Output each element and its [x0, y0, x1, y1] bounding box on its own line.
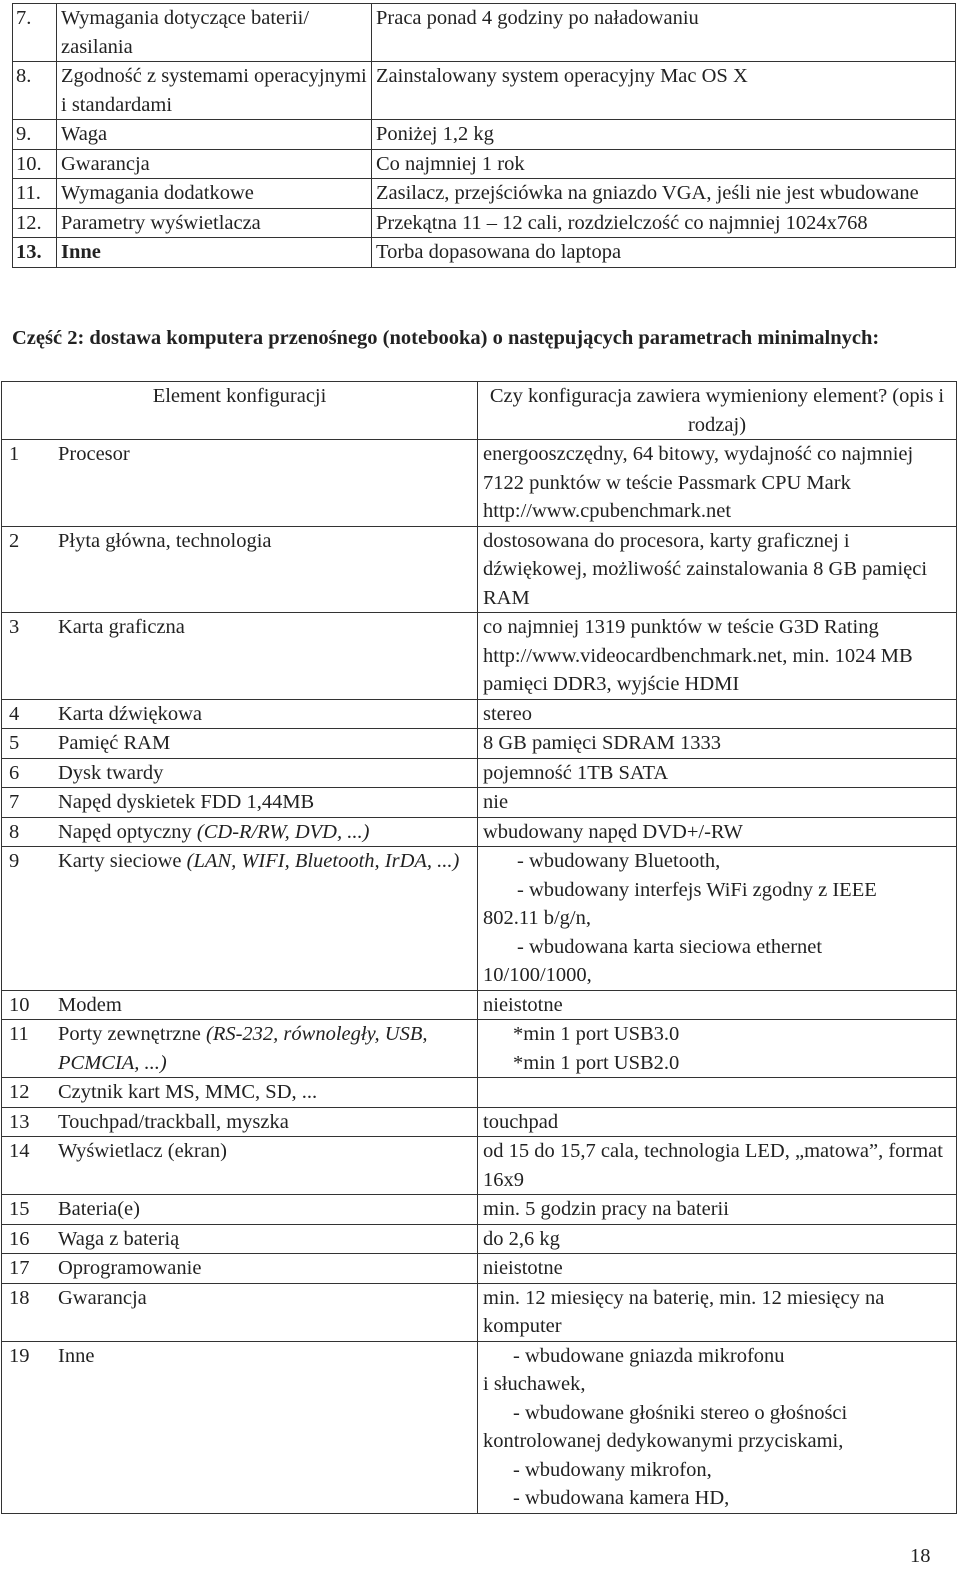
value-line: - wbudowana kamera HD, [513, 1487, 730, 1509]
row-value: dostosowana do procesora, karty graficznej i dźwiękowej, możliwość zainstalowania 8 GB pamięci RAM [478, 526, 957, 613]
row-value: stereo [478, 699, 957, 729]
row-number: 7 [2, 788, 54, 818]
row-number: 5 [2, 729, 54, 759]
row-value: min. 12 miesięcy na baterię, min. 12 miesięcy na komputer [478, 1283, 957, 1341]
row-value [478, 1341, 957, 1513]
row-name: Touchpad/trackball, myszka [53, 1107, 478, 1137]
row-value: Co najmniej 1 rok [372, 149, 956, 179]
value-line: - wbudowana karta sieciowa ethernet [517, 935, 823, 958]
row-value: nieistotne [478, 1254, 957, 1284]
row-name: Waga [57, 120, 372, 150]
row-value: Poniżej 1,2 kg [372, 120, 956, 150]
table-row [2, 847, 957, 991]
row-name: Gwarancja [53, 1283, 478, 1341]
row-number: 12. [13, 208, 57, 238]
row-value [478, 1078, 957, 1108]
table-row [13, 208, 956, 238]
row-value [478, 1020, 957, 1078]
row-number: 10 [2, 990, 54, 1020]
row-name: Parametry wyświetlacza [57, 208, 372, 238]
table-row [2, 1137, 957, 1195]
row-number: 19 [2, 1341, 54, 1513]
row-number: 12 [2, 1078, 54, 1108]
row-number: 13. [13, 238, 57, 268]
table-row [13, 62, 956, 120]
row-value: Przekątna 11 – 12 cali, rozdzielczość co najmniej 1024x768 [372, 208, 956, 238]
table-row [2, 526, 957, 613]
row-number: 16 [2, 1224, 54, 1254]
value-line: kontrolowanej dedykowanymi przyciskami, [483, 1430, 844, 1452]
table-row [2, 990, 957, 1020]
table-header-row [2, 382, 957, 440]
row-name-plain: Karty sieciowe [58, 850, 187, 872]
row-name: Oprogramowanie [53, 1254, 478, 1284]
table-row [2, 699, 957, 729]
row-value: co najmniej 1319 punktów w teście G3D Rating http://www.videocardbenchmark.net, min. 1024 MB pamięci DDR3, wyjście HDMI [478, 613, 957, 700]
row-number: 9. [13, 120, 57, 150]
row-value: nie [478, 788, 957, 818]
row-name: Wymagania dodatkowe [57, 179, 372, 209]
value-line: - wbudowany Bluetooth, [517, 850, 721, 872]
requirements-table-part1 [12, 3, 956, 268]
section-heading: Część 2: dostawa komputera przenośnego (notebooka) o następujących parametrach minimalnych: [12, 327, 880, 349]
row-number: 6 [2, 758, 54, 788]
row-number: 11 [2, 1020, 54, 1078]
table-row [2, 758, 957, 788]
table-row [2, 1020, 957, 1078]
row-value: 8 GB pamięci SDRAM 1333 [478, 729, 957, 759]
row-value: energooszczędny, 64 bitowy, wydajność co najmniej 7122 punktów w teście Passmark CPU Mark http://www.cpubenchmark.net [478, 440, 957, 527]
row-value: wbudowany napęd DVD+/-RW [478, 817, 957, 847]
table-row [2, 1195, 957, 1225]
row-name: Gwarancja [57, 149, 372, 179]
row-number: 2 [2, 526, 54, 613]
row-name: Karta dźwiękowa [53, 699, 478, 729]
value-line: 10/100/1000, [483, 964, 592, 986]
row-name: Zgodność z systemami operacyjnymi i standardami [57, 62, 372, 120]
table-row [2, 440, 957, 527]
row-value: Zasilacz, przejściówka na gniazdo VGA, jeśli nie jest wbudowane [372, 179, 956, 209]
row-name-plain: Napęd optyczny [58, 820, 197, 843]
row-name: Inne [57, 238, 372, 268]
row-name: Procesor [53, 440, 478, 527]
row-name: Czytnik kart MS, MMC, SD, ... [53, 1078, 478, 1108]
row-number: 8 [2, 817, 54, 847]
row-name: Dysk twardy [53, 758, 478, 788]
row-name: Płyta główna, technologia [53, 526, 478, 613]
row-name [53, 847, 478, 991]
row-number: 18 [2, 1283, 54, 1341]
row-number: 1 [2, 440, 54, 527]
header-value: Czy konfiguracja zawiera wymieniony element? (opis i rodzaj) [478, 382, 957, 440]
row-name [53, 1020, 478, 1078]
row-value: touchpad [478, 1107, 957, 1137]
row-number: 7. [13, 4, 57, 62]
table-row [13, 120, 956, 150]
requirements-table-part2 [1, 381, 957, 1514]
row-number: 13 [2, 1107, 54, 1137]
row-name [53, 817, 478, 847]
table-row [2, 1254, 957, 1284]
table-row [2, 729, 957, 759]
value-line: *min 1 port USB3.0 [513, 1023, 680, 1045]
row-name: Wyświetlacz (ekran) [53, 1137, 478, 1195]
table-row [2, 1107, 957, 1137]
table-row [2, 817, 957, 847]
value-line: - wbudowany interfejs WiFi zgodny z IEEE [517, 878, 877, 901]
table-row [2, 613, 957, 700]
row-number: 9 [2, 847, 54, 991]
table-row [13, 238, 956, 268]
table-row [2, 1341, 957, 1513]
value-line: - wbudowane głośniki stereo o głośności [513, 1401, 848, 1424]
row-name-plain: Porty zewnętrzne [58, 1023, 206, 1045]
value-line: i słuchawek, [483, 1373, 586, 1395]
table-row [13, 149, 956, 179]
row-value: Zainstalowany system operacyjny Mac OS X [372, 62, 956, 120]
row-name: Bateria(e) [53, 1195, 478, 1225]
row-number: 14 [2, 1137, 54, 1195]
row-number: 10. [13, 149, 57, 179]
row-number: 3 [2, 613, 54, 700]
row-value: do 2,6 kg [478, 1224, 957, 1254]
page-number: 18 [910, 1545, 931, 1567]
row-value: pojemność 1TB SATA [478, 758, 957, 788]
row-name: Pamięć RAM [53, 729, 478, 759]
table-row [13, 4, 956, 62]
row-number: 17 [2, 1254, 54, 1284]
row-name-italic: (CD-R/RW, DVD, ...) [196, 820, 370, 843]
row-name: Modem [53, 990, 478, 1020]
row-number: 4 [2, 699, 54, 729]
row-number: 15 [2, 1195, 54, 1225]
row-name: Inne [53, 1341, 478, 1513]
row-value: Torba dopasowana do laptopa [372, 238, 956, 268]
table-row [2, 1078, 957, 1108]
row-name-italic: (LAN, WIFI, Bluetooth, IrDA, ...) [186, 850, 460, 872]
value-line: *min 1 port USB2.0 [513, 1051, 680, 1074]
value-line: - wbudowane gniazda mikrofonu [513, 1344, 785, 1367]
row-value [478, 847, 957, 991]
row-value: nieistotne [478, 990, 957, 1020]
row-value: min. 5 godzin pracy na baterii [478, 1195, 957, 1225]
row-name: Karta graficzna [53, 613, 478, 700]
header-element: Element konfiguracji [2, 382, 478, 440]
value-line: - wbudowany mikrofon, [513, 1458, 712, 1481]
row-number: 11. [13, 179, 57, 209]
table-row [13, 179, 956, 209]
table-row [2, 788, 957, 818]
table-row [2, 1283, 957, 1341]
row-value: Praca ponad 4 godziny po naładowaniu [372, 4, 956, 62]
row-number: 8. [13, 62, 57, 120]
table-row [2, 1224, 957, 1254]
row-name: Wymagania dotyczące baterii/ zasilania [57, 4, 372, 62]
row-name-italic: (RS-232, równoległy, USB, PCMCIA, ...) [58, 1023, 428, 1074]
value-line: 802.11 b/g/n, [483, 907, 592, 929]
row-name: Waga z baterią [53, 1224, 478, 1254]
row-value: od 15 do 15,7 cala, technologia LED, „matowa”, format 16x9 [478, 1137, 957, 1195]
row-name: Napęd dyskietek FDD 1,44MB [53, 788, 478, 818]
